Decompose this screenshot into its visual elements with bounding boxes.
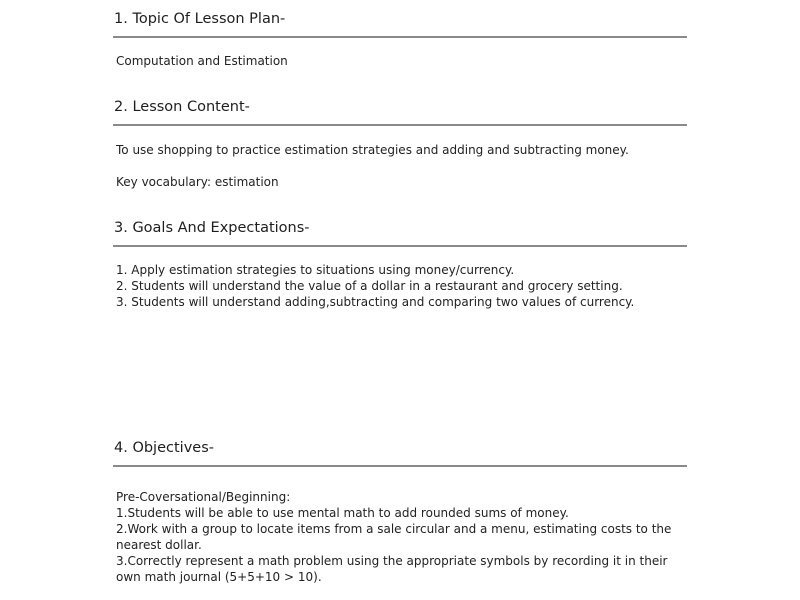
section-heading-goals: 3. Goals And Expectations- xyxy=(113,219,687,247)
lesson-content-text: To use shopping to practice estimation strategies and adding and subtracting money. xyxy=(116,143,629,157)
goals-list xyxy=(116,262,634,310)
objective-item: 3.Correctly represent a math problem using the appropriate symbols by recording it in their own math journal (5+5+10 > 10). xyxy=(116,554,668,584)
section-heading-topic: 1. Topic Of Lesson Plan- xyxy=(113,10,687,38)
objectives-block xyxy=(116,489,686,585)
goal-item: 3. Students will understand adding,subtracting and comparing two values of currency. xyxy=(116,295,635,309)
objective-item: 1.Students will be able to use mental math to add rounded sums of money. xyxy=(116,506,569,520)
section-heading-objectives: 4. Objectives- xyxy=(113,439,687,467)
objectives-subheading: Pre-Coversational/Beginning: xyxy=(116,490,291,504)
key-vocabulary-text: Key vocabulary: estimation xyxy=(116,175,279,189)
topic-text: Computation and Estimation xyxy=(116,54,288,68)
objective-item: 2.Work with a group to locate items from a sale circular and a menu, estimating costs to the nearest dollar. xyxy=(116,522,672,552)
goal-item: 1. Apply estimation strategies to situations using money/currency. xyxy=(116,263,515,277)
section-heading-lesson-content: 2. Lesson Content- xyxy=(113,98,687,126)
goal-item: 2. Students will understand the value of a dollar in a restaurant and grocery setting. xyxy=(116,279,623,293)
